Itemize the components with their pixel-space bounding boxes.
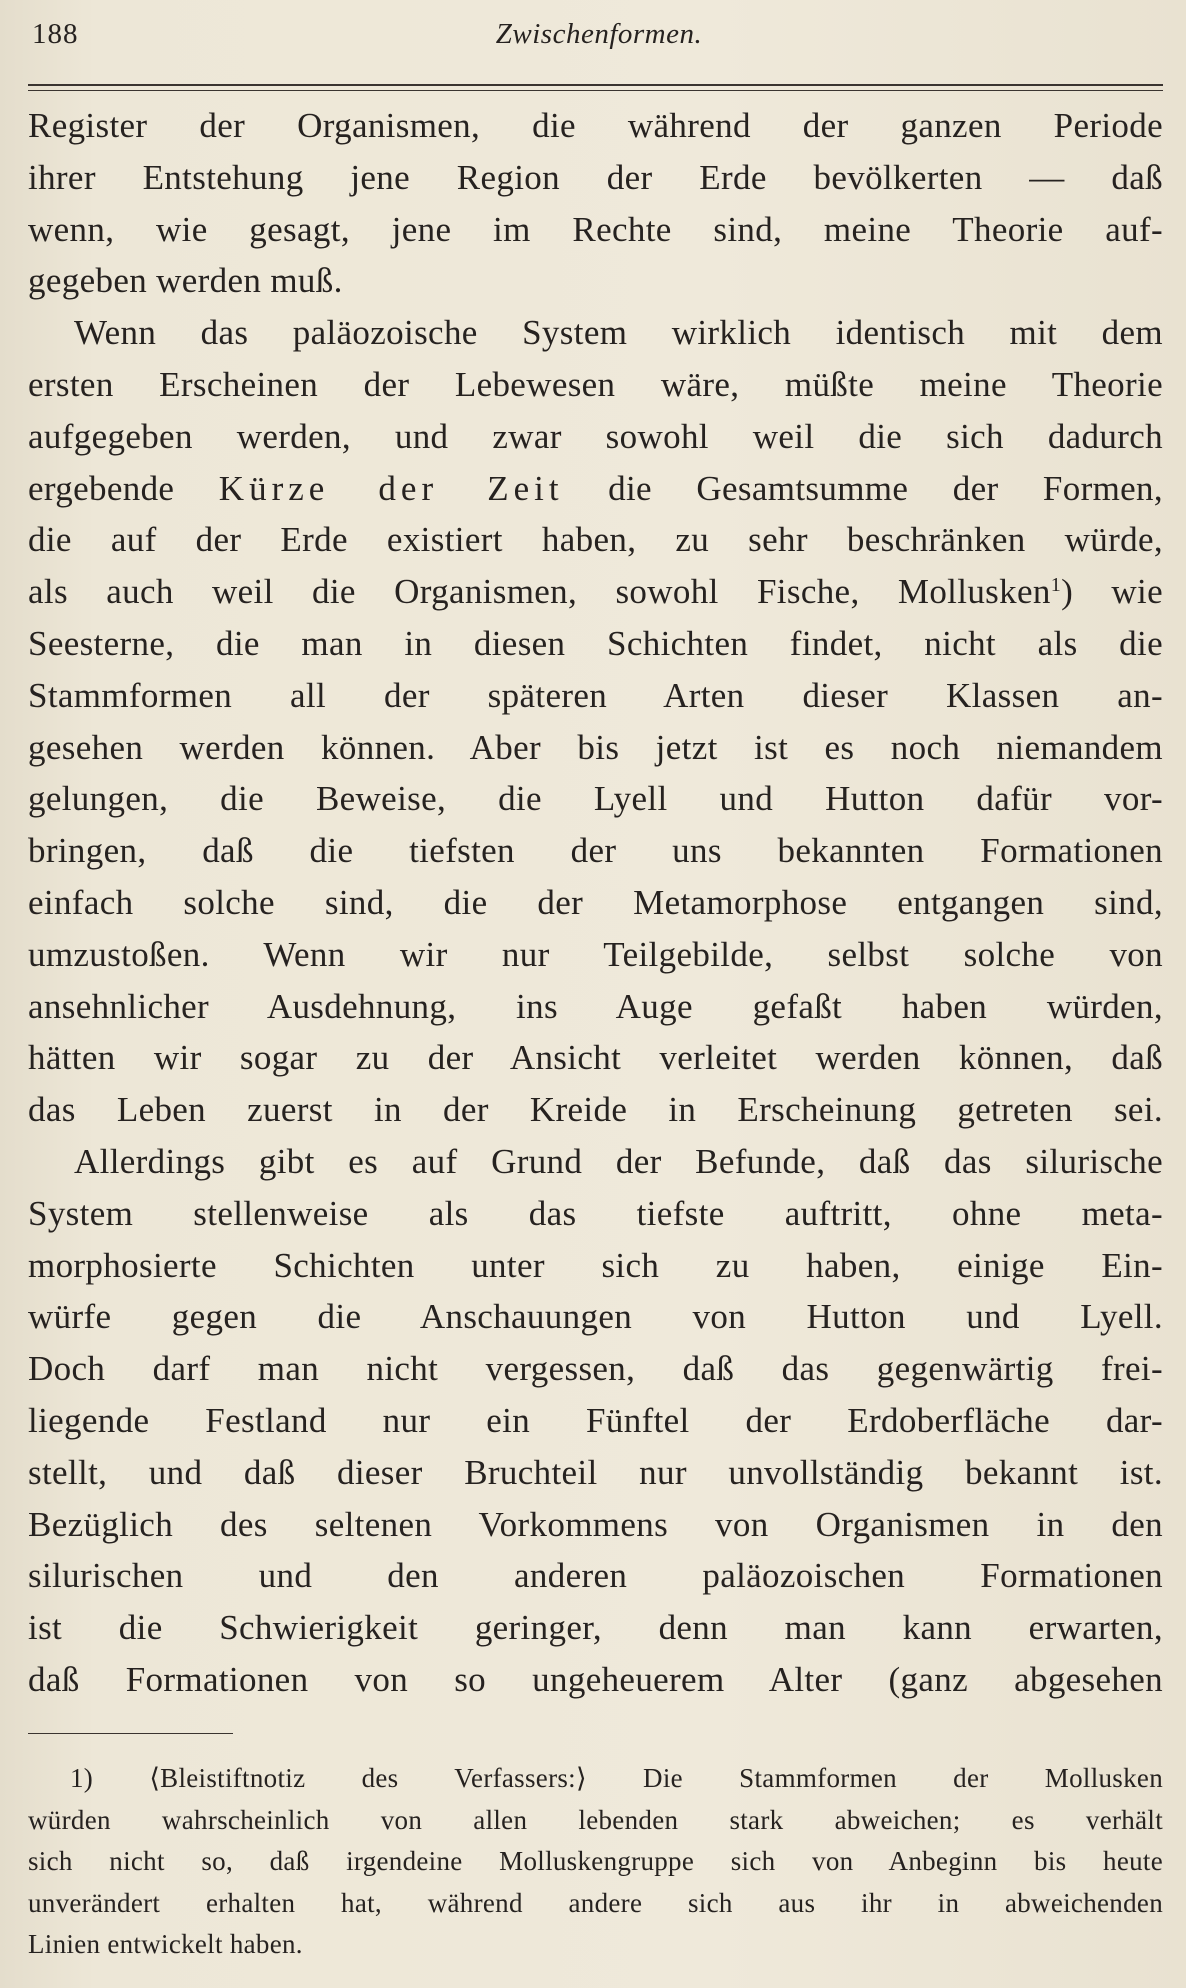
header-rule-thin bbox=[28, 90, 1163, 91]
text-line: Register der Organismen, die während der ganzen Periode bbox=[28, 106, 1163, 145]
text-line: umzustoßen. Wenn wir nur Teilgebilde, selbst solche von bbox=[28, 934, 1163, 974]
text-line: bringen, daß die tiefsten der uns bekannten Formationen bbox=[28, 831, 1163, 871]
footnote-rule bbox=[28, 1733, 233, 1734]
text-line: aufgegeben werden, und zwar sowohl weil die sich dadurch bbox=[28, 416, 1163, 456]
text-line: würfe gegen die Anschauungen von Hutton und Lyell. bbox=[28, 1297, 1163, 1337]
text-line: Bezüglich des seltenen Vorkommens von Organismen in den bbox=[28, 1504, 1163, 1544]
text-segment: ) wie bbox=[1061, 572, 1163, 612]
page-header bbox=[32, 18, 1166, 58]
text-line: Doch darf man nicht vergessen, daß das gegenwärtig frei- bbox=[28, 1349, 1163, 1389]
footnote-line: Linien entwickelt haben. bbox=[28, 1929, 303, 1959]
text-line: silurischen und den anderen paläozoischen Formationen bbox=[28, 1556, 1163, 1596]
text-line bbox=[28, 463, 1163, 515]
footnote-line: sich nicht so, daß irgendeine Molluskengruppe sich von Anbeginn bis heute bbox=[28, 1846, 1163, 1876]
text-line: einfach solche sind, die der Metamorphose entgangen sind, bbox=[28, 882, 1163, 922]
text-line: ansehnlicher Ausdehnung, ins Auge gefaßt haben würden, bbox=[28, 986, 1163, 1026]
text-line: morphosierte Schichten unter sich zu haben, einige Ein- bbox=[28, 1245, 1163, 1285]
text-segment: die Gesamtsumme der Formen, bbox=[608, 468, 1164, 508]
footnote-line: würden wahrscheinlich von allen lebenden stark abweichen; es verhält bbox=[28, 1804, 1163, 1835]
text-line: Stammformen all der späteren Arten dieser Klassen an- bbox=[28, 675, 1163, 715]
text-line: wenn, wie gesagt, jene im Rechte sind, meine Theorie auf- bbox=[28, 209, 1163, 249]
page-number: 188 bbox=[32, 18, 79, 50]
text-line: das Leben zuerst in der Kreide in Erscheinung getreten sei. bbox=[28, 1090, 1163, 1130]
text-line: System stellenweise als das tiefste auftritt, ohne meta- bbox=[28, 1193, 1163, 1233]
text-line: ist die Schwierigkeit geringer, denn man kann erwarten, bbox=[28, 1608, 1163, 1648]
running-head: Zwischenformen. bbox=[495, 18, 703, 50]
text-line: die auf der Erde existiert haben, zu sehr beschränken würde, bbox=[28, 520, 1163, 560]
text-line: Wenn das paläozoische System wirklich identisch mit dem bbox=[74, 313, 1163, 353]
text-line: gesehen werden können. Aber bis jetzt ist es noch niemandem bbox=[28, 727, 1163, 767]
text-line: daß Formationen von so ungeheuerem Alter (ganz abgesehen bbox=[28, 1659, 1163, 1699]
text-line: gelungen, die Beweise, die Lyell und Hutton dafür vor- bbox=[28, 779, 1163, 819]
text-line: ihrer Entstehung jene Region der Erde bevölkerten — daß bbox=[28, 157, 1163, 197]
footnotes bbox=[28, 1758, 1163, 1966]
header-rule bbox=[28, 84, 1163, 86]
text-line: liegende Festland nur ein Fünftel der Erdoberfläche dar- bbox=[28, 1400, 1163, 1440]
text-line: gegeben werden muß. bbox=[28, 261, 343, 301]
footnote-line: 1) ⟨Bleistiftnotiz des Verfassers:⟩ Die Stammformen der Mollusken bbox=[70, 1763, 1163, 1793]
text-line: Seesterne, die man in diesen Schichten findet, nicht als die bbox=[28, 623, 1163, 663]
text-line: ersten Erscheinen der Lebewesen wäre, müßte meine Theorie bbox=[28, 364, 1163, 404]
text-line: hätten wir sogar zu der Ansicht verleitet werden können, daß bbox=[28, 1038, 1163, 1078]
emphasized-text: Kürze der Zeit bbox=[218, 468, 564, 508]
body-text bbox=[28, 100, 1163, 1706]
text-line: Allerdings gibt es auf Grund der Befunde, daß das silurische bbox=[74, 1141, 1163, 1181]
footnote-marker: 1 bbox=[1050, 574, 1062, 597]
text-line bbox=[28, 566, 1163, 618]
text-segment: ergebende bbox=[28, 468, 175, 508]
footnote-line: unverändert erhalten hat, während andere sich aus ihr in abweichenden bbox=[28, 1887, 1163, 1918]
text-line: stellt, und daß dieser Bruchteil nur unvollständig bekannt ist. bbox=[28, 1452, 1163, 1492]
text-segment: als auch weil die Organismen, sowohl Fische, Mollusken bbox=[28, 572, 1051, 612]
